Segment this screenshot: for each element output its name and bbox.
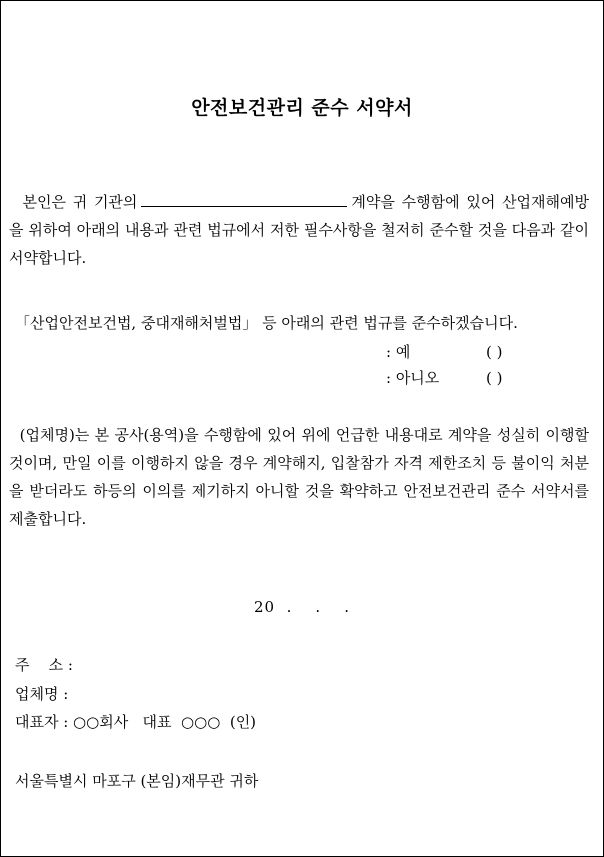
option-no-checkbox[interactable]: ( ) <box>486 369 503 387</box>
representative-field: 대표자 : ○○회사 대표 ○○○ (인) <box>15 713 257 731</box>
intro-before-blank: 본인은 귀 기관의 <box>22 193 138 211</box>
law-statement: 「산업안전보건법, 중대재해처벌법」 등 아래의 관련 법규를 준수하겠습니다. <box>15 314 518 332</box>
option-yes-label: : 예 <box>386 343 411 361</box>
pledge-paragraph <box>9 421 589 533</box>
recipient-line: 서울특별시 마포구 (본임)재무관 귀하 <box>15 772 259 790</box>
company-name-field: 업체명 : <box>15 685 69 703</box>
contract-name-blank <box>141 191 347 207</box>
address-field: 주 소 : <box>15 656 73 674</box>
document-title: 안전보건관리 준수 서약서 <box>191 97 413 119</box>
intro-after-blank: 계약을 수행함에 있어 산업재해예방을 위하여 아래의 내용과 관련 법규에서 저한 필수사항을 철저히 준수할 것을 다음과 같이 서약합니다. <box>9 193 590 267</box>
option-no-label: : 아니오 <box>386 369 440 387</box>
option-yes <box>386 340 502 364</box>
option-no <box>386 366 502 390</box>
intro-paragraph <box>9 188 589 272</box>
option-yes-checkbox[interactable]: ( ) <box>486 343 503 361</box>
pledge-text: (업체명)는 본 공사(용역)을 수행함에 있어 위에 언급한 내용대로 계약을 성실히 이행할 것이며, 만일 이를 이행하지 않을 경우 계약해지, 입찰참가 자격 제한조치 등 불이익 처분을 받더라도 하등의 이의를 제기하지 아니할 것을 확약하고 안전보건관리 준수 서약서를 제출합니다. <box>9 426 589 528</box>
date-line: 20 . . . <box>253 598 351 616</box>
